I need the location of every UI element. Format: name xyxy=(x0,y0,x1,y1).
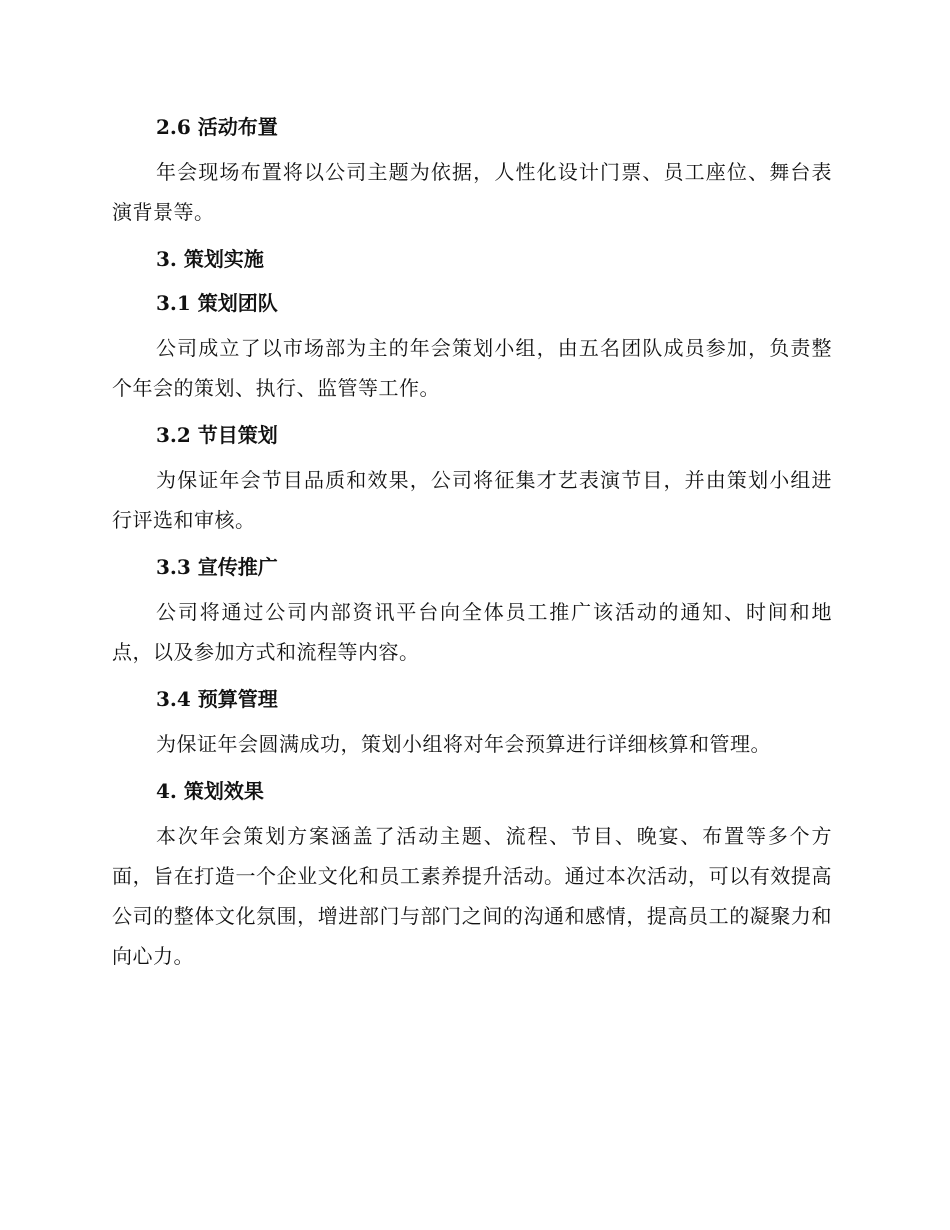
section-heading-4: 4. 策划效果 xyxy=(156,779,264,803)
section-heading-3-3: 3.3 宣传推广 xyxy=(156,555,278,579)
section-heading-2-6: 2.6 活动布置 xyxy=(156,115,278,139)
section-heading-3: 3. 策划实施 xyxy=(156,247,264,271)
section-paragraph-3-2: 为保证年会节目品质和效果，公司将征集才艺表演节目，并由策划小组进行评选和审核。 xyxy=(112,468,832,532)
section-heading-3-4: 3.4 预算管理 xyxy=(156,687,278,711)
section-paragraph-3-4: 为保证年会圆满成功，策划小组将对年会预算进行详细核算和管理。 xyxy=(156,732,771,756)
document-body xyxy=(112,108,832,984)
section-paragraph-4: 本次年会策划方案涵盖了活动主题、流程、节目、晚宴、布置等多个方面，旨在打造一个企业文化和员工素养提升活动。通过本次活动，可以有效提高公司的整体文化氛围，增进部门与部门之间的沟通和感情，提高员工的凝聚力和向心力。 xyxy=(112,824,832,968)
section-heading-3-2: 3.2 节目策划 xyxy=(156,423,278,447)
section-paragraph-3-3: 公司将通过公司内部资讯平台向全体员工推广该活动的通知、时间和地点，以及参加方式和流程等内容。 xyxy=(112,600,832,664)
section-paragraph-3-1: 公司成立了以市场部为主的年会策划小组，由五名团队成员参加，负责整个年会的策划、执行、监管等工作。 xyxy=(112,336,832,400)
section-heading-3-1: 3.1 策划团队 xyxy=(156,291,278,315)
section-paragraph-2-6: 年会现场布置将以公司主题为依据，人性化设计门票、员工座位、舞台表演背景等。 xyxy=(112,160,832,224)
